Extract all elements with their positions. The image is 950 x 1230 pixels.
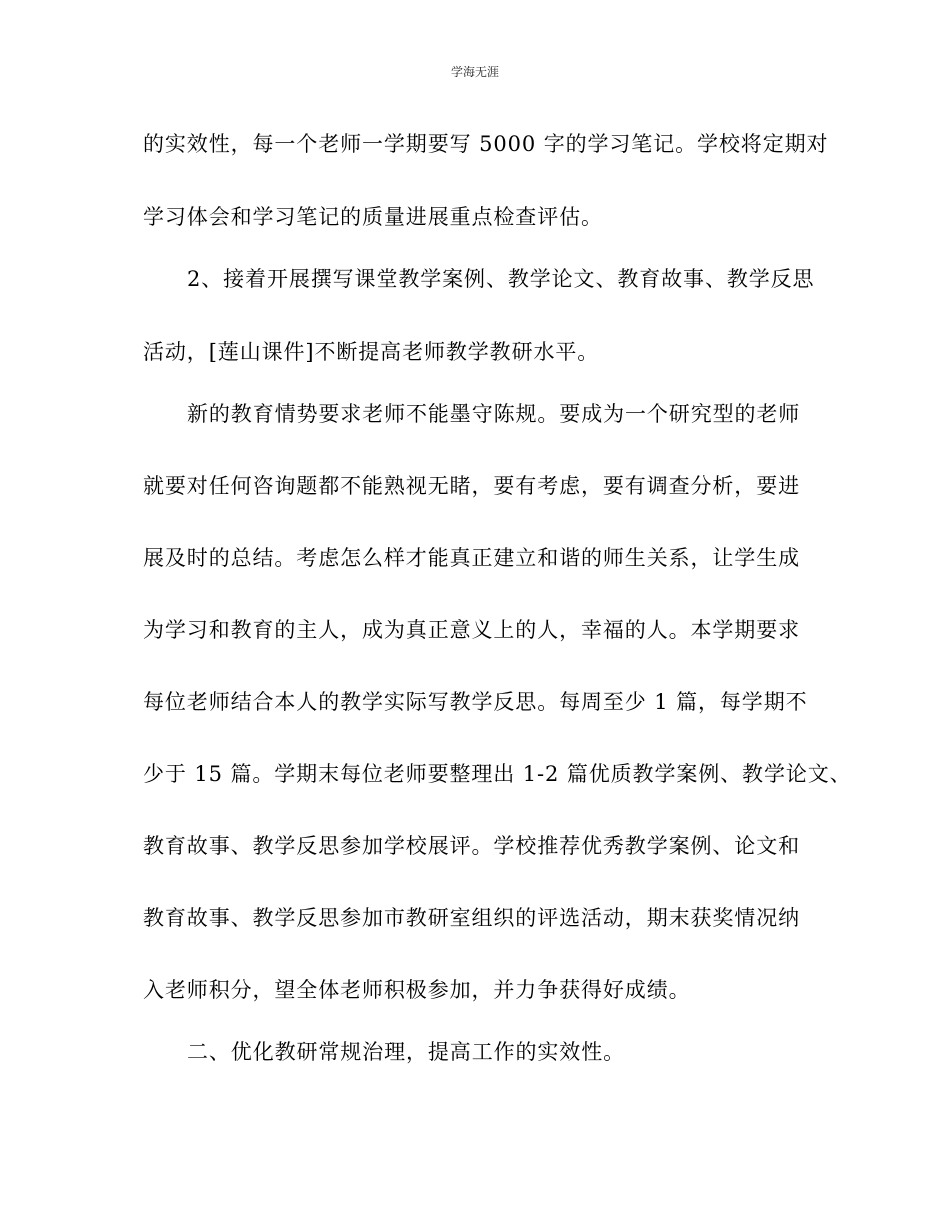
text-line: 展及时的总结。考虑怎么样才能真正建立和谐的师生关系，让学生成 [143,546,800,570]
section-heading: 二、优化教研常规治理，提高工作的实效性。 [187,1040,625,1064]
text-line: 新的教育情势要求老师不能墨守陈规。要成为一个研究型的老师 [187,402,801,426]
text-line: 每位老师结合本人的教学实际写教学反思。每周至少 1 篇，每学期不 [143,690,808,714]
text-line: 少于 15 篇。学期末每位老师要整理出 1-2 篇优质教学案例、教学论文、 [143,762,852,786]
text-line: 的实效性，每一个老师一学期要写 5000 字的学习笔记。学校将定期对 [143,132,829,156]
text-line: 教育故事、教学反思参加市教研室组织的评选活动，期末获奖情况纳 [143,906,800,930]
text-line: 入老师积分，望全体老师积极参加，并力争获得好成绩。 [143,978,691,1002]
text-line: 学习体会和学习笔记的质量进展重点检查评估。 [143,205,603,229]
page-header: 学海无涯 [450,65,499,79]
text-line: 就要对任何咨询题都不能熟视无睹，要有考虑，要有调查分析，要进 [143,474,800,498]
text-line: 活动，[莲山课件]不断提高老师教学教研水平。 [143,340,600,364]
text-line: 为学习和教育的主人，成为真正意义上的人，幸福的人。本学期要求 [143,618,800,642]
text-line: 教育故事、教学反思参加学校展评。学校推荐优秀教学案例、论文和 [143,834,800,858]
text-line: 2、接着开展撰写课堂教学案例、教学论文、教育故事、教学反思 [187,267,815,291]
